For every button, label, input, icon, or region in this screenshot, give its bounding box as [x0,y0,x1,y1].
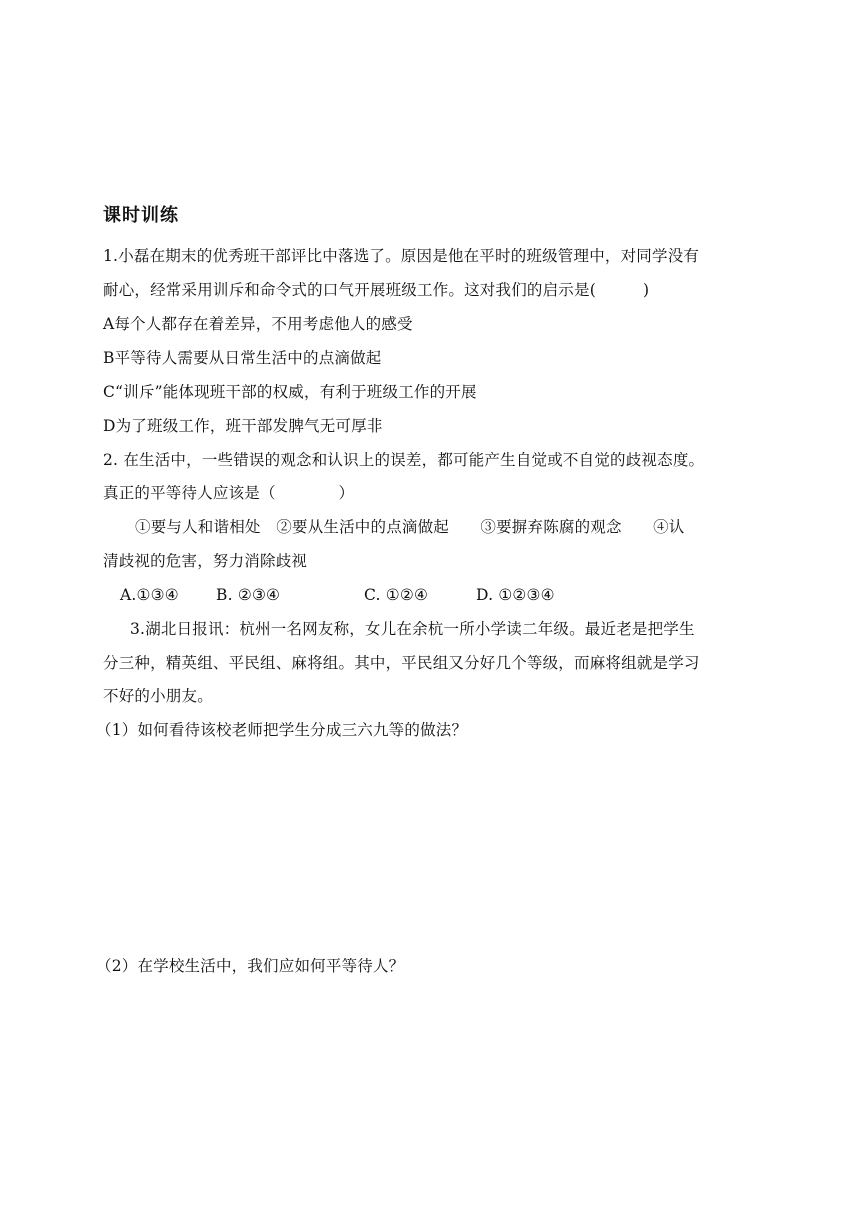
q2-choice-b: B. ②③④ [216,586,281,604]
q3-line-3: 不好的小朋友。 [103,687,213,705]
q3-subquestion-2: （2）在学校生活中，我们应如何平等待人？ [96,957,405,975]
q2-statements-line-2: 清歧视的危害，努力消除歧视 [103,552,308,570]
q3-subquestion-1: （1）如何看待该校老师把学生分成三六九等的做法？ [96,721,468,739]
q2-line-1: 2. 在生活中，一些错误的观念和认识上的误差，都可能产生自觉或不自觉的歧视态度。 [103,451,705,469]
q1-line-2: 耐心，经常采用训斥和命令式的口气开展班级工作。这对我们的启示是( ) [103,281,650,299]
q2-choice-c: C. ①②④ [364,586,429,604]
q1-option-a: A每个人都存在着差异，不用考虑他人的感受 [103,315,413,333]
section-title: 课时训练 [103,205,179,226]
q1-option-c: C“训斥”能体现班干部的权威，有利于班级工作的开展 [103,383,477,401]
q1-option-b: B平等待人需要从日常生活中的点滴做起 [103,349,382,367]
q2-choices [120,585,800,605]
q2-statements-line-1: ①要与人和谐相处 ②要从生活中的点滴做起 ③要摒弃陈腐的观念 ④认 [135,518,685,536]
q1-option-d: D为了班级工作，班干部发脾气无可厚非 [103,417,383,435]
q2-choice-d: D. ①②③④ [476,586,555,604]
q2-line-2: 真正的平等待人应该是（ ） [103,484,355,502]
q2-choice-a: A.①③④ [120,586,179,604]
q3-line-2: 分三种，精英组、平民组、麻将组。其中，平民组又分好几个等级，而麻将组就是学习 [103,654,700,672]
q1-line-1: 1.小磊在期末的优秀班干部评比中落选了。原因是他在平时的班级管理中，对同学没有 [103,247,700,265]
q3-line-1: 3.湖北日报讯：杭州一名网友称，女儿在余杭一所小学读二年级。最近老是把学生 [130,620,695,638]
